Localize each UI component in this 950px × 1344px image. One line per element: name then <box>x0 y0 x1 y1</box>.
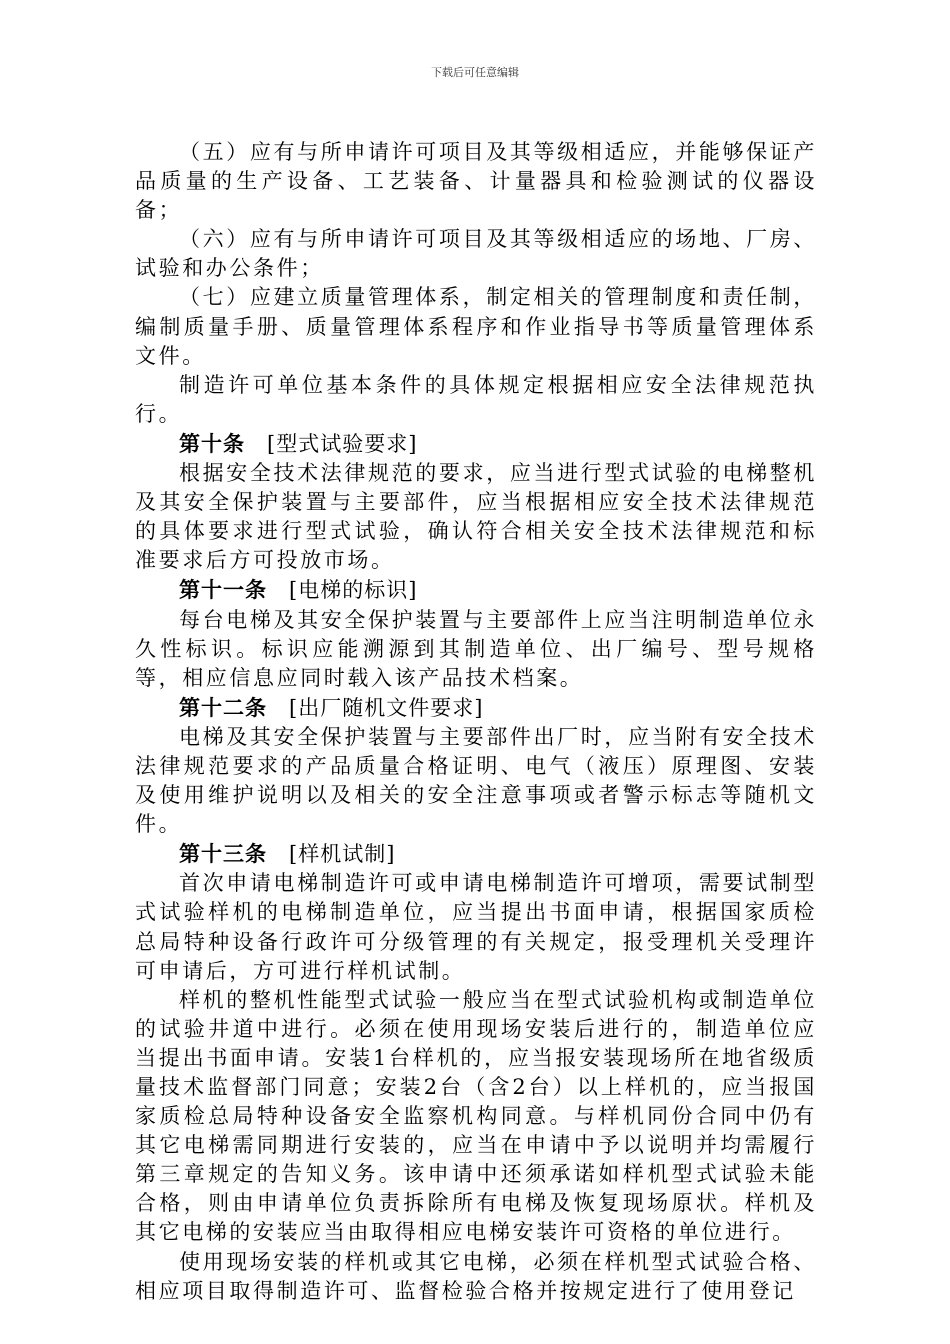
article-13-heading <box>135 839 817 869</box>
article-title: [样机试制] <box>289 842 396 867</box>
article-13-body-1: 首次申请电梯制造许可或申请电梯制造许可增项，需要试制型式试验样机的电梯制造单位，应当提出书面申请，根据国家质检总局特种设备行政许可分级管理的有关规定，报受理机关受理许可申请后，方可进行样机试制。 <box>135 871 817 983</box>
article-10-heading <box>135 429 817 459</box>
paragraph-basic-conditions: 制造许可单位基本条件的具体规定根据相应安全法律规范执行。 <box>135 372 817 426</box>
article-12-heading <box>135 693 817 723</box>
article-title: [出厂随机文件要求] <box>289 695 484 720</box>
page-header: 下载后可任意编辑 <box>431 66 519 79</box>
article-13-body-2: 样机的整机性能型式试验一般应当在型式试验机构或制造单位的试验井道中进行。必须在使用现场安装后进行的，制造单位应当提出书面申请。安装1台样机的，应当报安装现场所在地省级质量技术监督部门同意；安装2台（含2台）以上样机的，应当报国家质检总局特种设备安全监察机构同意。与样机同份合同中仍有其它电梯需同期进行安装的，应当在申请中予以说明并均需履行第三章规定的告知义务。该申请中还须承诺如样机型式试验未能合格，则由申请单位负责拆除所有电梯及恢复现场原状。样机及其它电梯的安装应当由取得相应电梯安装许可资格的单位进行。 <box>135 987 817 1245</box>
article-title: [型式试验要求] <box>267 431 418 456</box>
paragraph-item-7: （七）应建立质量管理体系，制定相关的管理制度和责任制，编制质量手册、质量管理体系程序和作业指导书等质量管理体系文件。 <box>135 285 817 368</box>
article-number: 第十二条 <box>179 694 267 720</box>
article-11-heading <box>135 575 817 605</box>
article-12-body: 电梯及其安全保护装置与主要部件出厂时，应当附有安全技术法律规范要求的产品质量合格证明、电气（液压）原理图、安装及使用维护说明以及相关的安全注意事项或者警示标志等随机文件。 <box>135 724 817 837</box>
paragraph-item-6: （六）应有与所申请许可项目及其等级相适应的场地、厂房、试验和办公条件； <box>135 227 817 281</box>
article-number: 第十条 <box>179 430 245 456</box>
article-13-body-3: 使用现场安装的样机或其它电梯，必须在样机型式试验合格、相应项目取得制造许可、监督检验合格并按规定进行了使用登记 <box>135 1249 817 1303</box>
paragraph-item-5: （五）应有与所申请许可项目及其等级相适应，并能够保证产品质量的生产设备、工艺装备、计量器具和检验测试的仪器设备； <box>135 140 817 223</box>
article-title: [电梯的标识] <box>289 578 418 603</box>
article-number: 第十一条 <box>179 577 267 603</box>
article-number: 第十三条 <box>179 841 267 867</box>
article-11-body: 每台电梯及其安全保护装置与主要部件上应当注明制造单位永久性标识。标识应能溯源到其制造单位、出厂编号、型号规格等，相应信息应同时载入该产品技术档案。 <box>135 607 817 690</box>
article-10-body: 根据安全技术法律规范的要求，应当进行型式试验的电梯整机及其安全保护装置与主要部件，应当根据相应安全技术法律规范的具体要求进行型式试验，确认符合相关安全技术法律规范和标准要求后方可投放市场。 <box>135 461 817 573</box>
document-body <box>135 138 817 1306</box>
